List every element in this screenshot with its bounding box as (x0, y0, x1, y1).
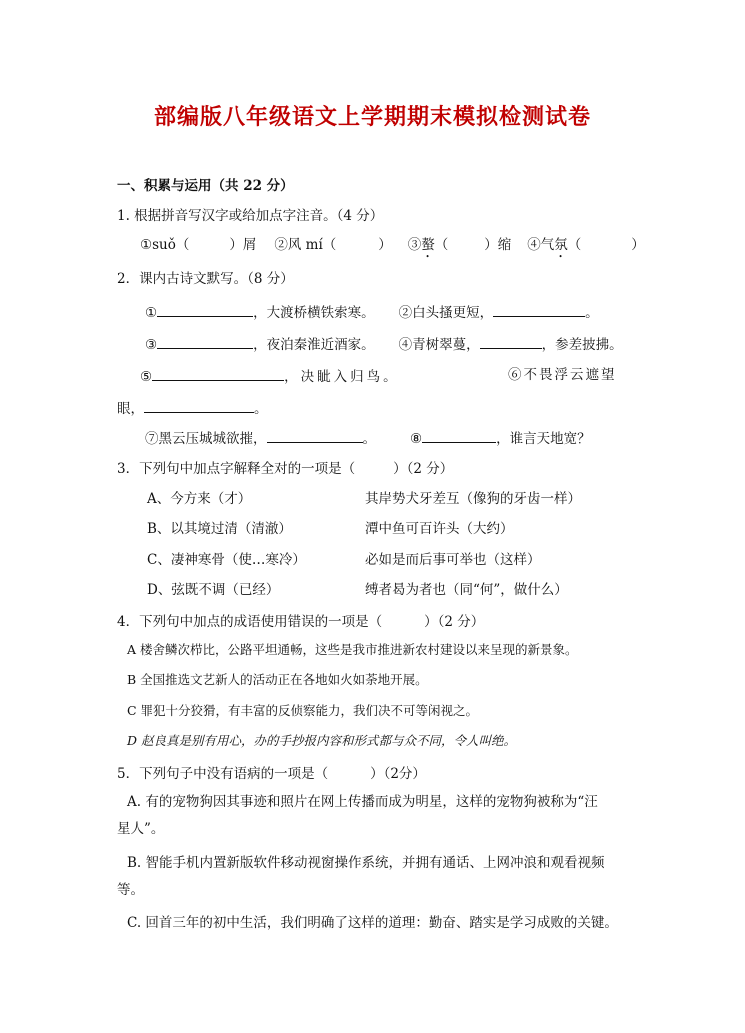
q3-option-b2: 潭中鱼可百许头（大约） (365, 521, 514, 537)
q2-l1-num: ① (145, 305, 158, 321)
q5-option-c: C. 回首三年的初中生活，我们明确了这样的道理：勤奋、踏实是学习成败的关键。 (127, 915, 618, 931)
q3-option-a: A、今方来（才） (147, 491, 252, 507)
q3-option-b: B、以其境过清（清澈） (147, 521, 292, 537)
q5-option-b: B. 智能手机内置新版软件移动视窗操作系统，并拥有通话、上网冲浪和观看视频 (127, 855, 605, 871)
blank (480, 334, 542, 349)
q2-line-3-right: ⑥不畏浮云遮望 (508, 367, 617, 383)
blank (144, 398, 254, 413)
q2-l1-text: ，大渡桥横铁索寒。 (253, 305, 375, 321)
q3-stem-text: 3．下列句中加点字解释全对的一项是（ (117, 461, 356, 477)
q2-l5-text2: ，谁言天地宽？ (496, 431, 591, 447)
page-title: 部编版八年级语文上学期期末模拟检测试卷 (153, 105, 591, 130)
q1-item3-pre: ③ (407, 237, 422, 253)
blank (157, 334, 253, 349)
q5-option-b-cont: 等。 (117, 882, 144, 898)
q2-l5-text: ⑦黑云压城城欲摧， (145, 431, 267, 447)
q2-l3-num: ⑤ (140, 369, 153, 385)
q3-option-c: C、凄神寒骨（使…寒冷） (147, 552, 306, 568)
q4-option-d: D 赵良真是别有用心，办的手抄报内容和形式都与众不同，令人叫绝。 (127, 733, 516, 748)
q4-option-a: A 楼舍鳞次栉比，公路平坦通畅，这些是我市推进新农村建设以来呈现的新景象。 (127, 642, 578, 657)
question-5-stem (117, 765, 426, 783)
question-1-items (140, 236, 645, 261)
question-3-stem (117, 460, 453, 478)
blank (157, 302, 253, 317)
q3-option-a2: 其岸势犬牙差互（像狗的牙齿一样） (365, 491, 581, 507)
q5-stem-text: 5．下列句子中没有语病的一项是（ (117, 766, 329, 782)
q2-line-3 (140, 366, 400, 386)
q2-l5-end: 。 (362, 431, 376, 447)
question-1-stem: 1. 根据拼音写汉字或给加点字注音。（4 分） (117, 208, 384, 224)
q2-l2-text2: ④青树翠蔓， (398, 337, 480, 353)
q1-item3-char: 螯 (421, 237, 435, 253)
q1-item3-end: ）缩 (484, 237, 512, 253)
q1-item1-post: ）屑 (229, 237, 257, 253)
section-heading: 一、积累与运用（共 22 分） (117, 178, 294, 194)
q3-option-c2: 必如是而后事可举也（这样） (365, 552, 541, 568)
q4-stem-end: ）（2 分） (424, 614, 485, 630)
q5-option-a-cont: 星人”。 (117, 821, 165, 837)
q2-l1-text2: ②白头搔更短， (398, 305, 494, 321)
q1-item2-pre: ②风 mí（ (274, 237, 337, 253)
q2-line-5 (145, 428, 591, 448)
q1-item4-post: （ (567, 237, 582, 253)
q4-stem-text: 4．下列句中加点的成语使用错误的一项是（ (117, 614, 383, 630)
q4-option-b: B 全国推选文艺新人的活动正在各地如火如荼地开展。 (127, 672, 428, 687)
q2-l3-text: ，决眦入归鸟。 (284, 369, 400, 385)
question-4-stem (117, 613, 484, 631)
q5-option-a: A. 有的宠物狗因其事迹和照片在网上传播而成为明星，这样的宠物狗被称为“汪 (127, 794, 598, 810)
q2-line-1 (145, 302, 599, 322)
q4-option-c: C 罪犯十分狡猾，有丰富的反侦察能力，我们决不可等闲视之。 (127, 703, 479, 718)
blank (493, 302, 585, 317)
q3-option-d2: 缚者曷为者也（同“何”，做什么） (365, 582, 568, 598)
q2-l2-end: ，参差披拂。 (541, 337, 623, 353)
blank (267, 428, 363, 443)
q2-line-4 (117, 398, 268, 418)
q3-option-d: D、弦既不调（已经） (147, 582, 280, 598)
q2-l1-end: 。 (585, 305, 599, 321)
q2-l4-end: 。 (254, 401, 268, 417)
q2-l2-num: ③ (145, 337, 158, 353)
blank (152, 366, 284, 381)
blank (422, 428, 496, 443)
q2-l2-text: ，夜泊秦淮近酒家。 (253, 337, 375, 353)
q2-l5-num: ⑧ (410, 431, 423, 447)
q1-item4-char: 氛 (554, 237, 568, 253)
q5-stem-end: ）（2分） (370, 766, 426, 782)
q1-item1-pre: ①suǒ（ (140, 237, 190, 253)
q1-item2-post: ） (378, 237, 392, 253)
q2-line-2 (145, 334, 623, 354)
q1-item3-post: （ (434, 237, 449, 253)
q2-l4-text: 眼， (117, 401, 144, 417)
q3-stem-end: ）（2 分） (393, 461, 454, 477)
q1-item4-end: ） (631, 237, 645, 253)
question-2-stem: 2．课内古诗文默写。（8 分） (117, 271, 294, 287)
q1-item4-pre: ④气 (527, 237, 555, 253)
